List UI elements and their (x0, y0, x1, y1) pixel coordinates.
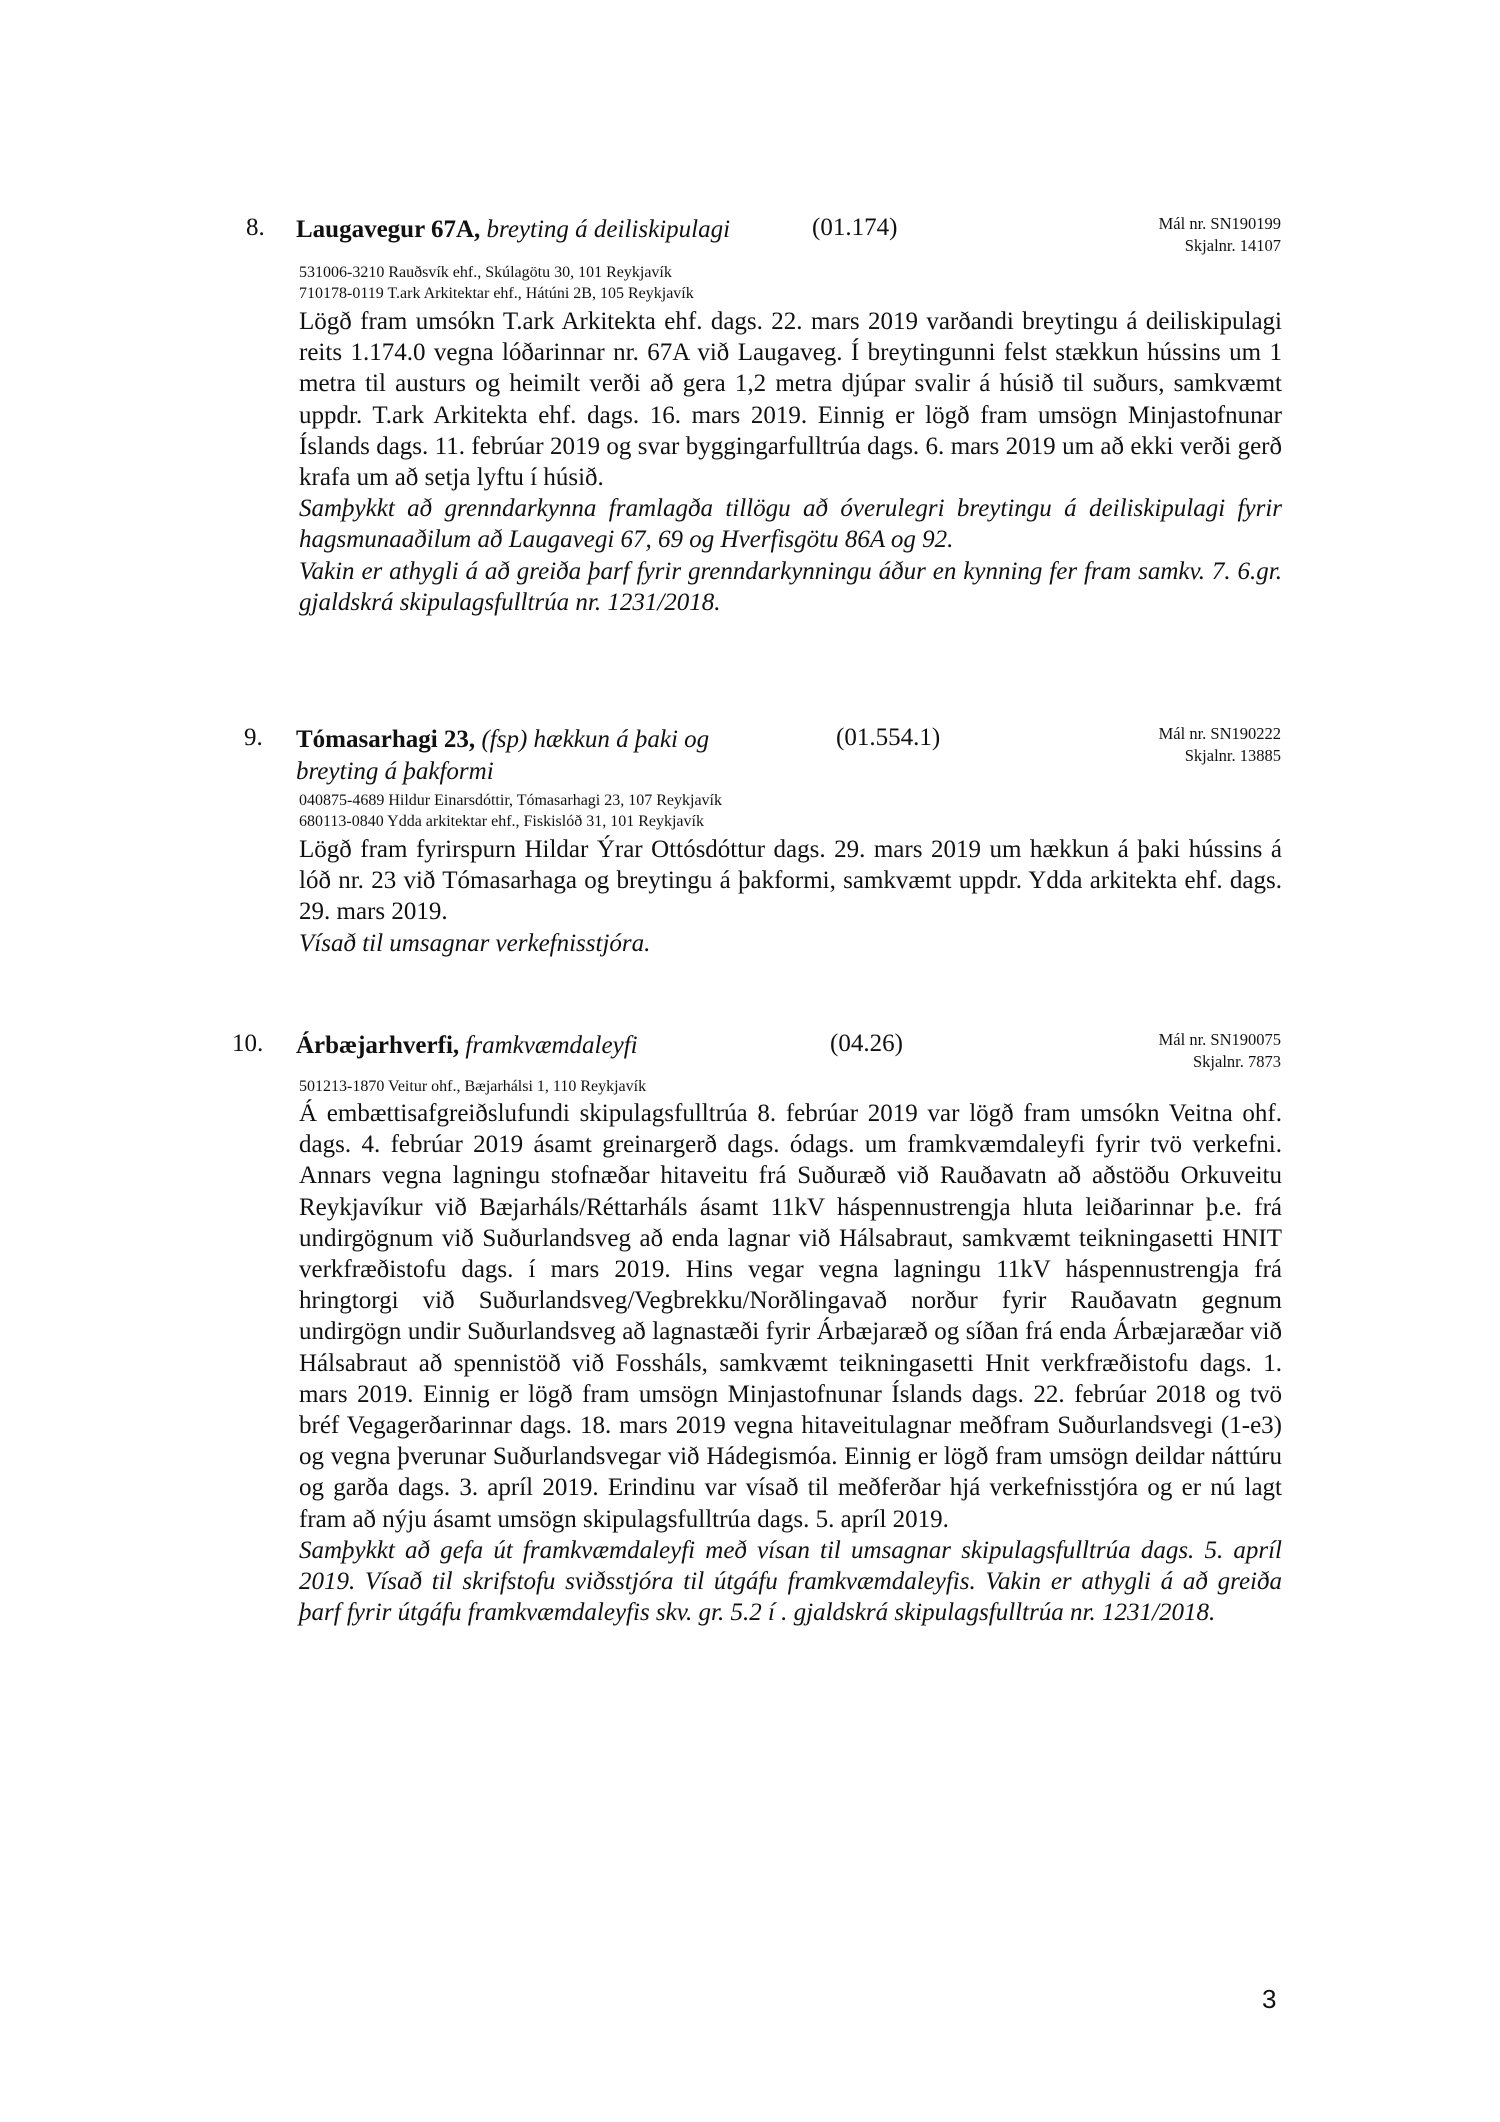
item-title (296, 1030, 638, 1062)
document-number: Skjalnr. 13885 (1184, 746, 1281, 765)
item-number: 9. (244, 724, 263, 751)
item-number: 10. (232, 1030, 264, 1057)
page-number: 3 (1262, 1984, 1277, 2014)
item-subtitle: framkvæmdaleyfi (465, 1032, 638, 1059)
item-code: (04.26) (830, 1030, 903, 1057)
decision-text: Vísað til umsagnar verkefnisstjóra. (299, 929, 651, 957)
document-number: Skjalnr. 14107 (1184, 236, 1281, 255)
party-list (299, 262, 694, 304)
case-number: Mál nr. SN190199 (1158, 214, 1281, 233)
party-list (299, 790, 722, 832)
decision-text: Samþykkt að gefa út framkvæmdaleyfi með vísan til umsagnar skipulagsfulltrúa dags. 5. apríl 2019. Vísað til skrifstofu sviðsstjóra til útgáfu framkvæmdaleyfis. Vakin er athygli á að greiða þarf fyrir útgáfu framkvæmdaleyfis skv. gr. 5.2 í . gjaldskrá skipulagsfulltrúa nr. 1231/2018. (299, 1536, 1282, 1627)
item-description (299, 834, 1282, 959)
party-list (299, 1076, 646, 1097)
party-entry: 680113-0840 Ydda arkitektar ehf., Fiskislóð 31, 101 Reykjavík (299, 813, 704, 830)
item-name: Laugavegur 67A, (296, 216, 481, 243)
item-subtitle-continued: breyting á þakformi (296, 758, 494, 785)
item-code: (01.174) (812, 214, 898, 241)
item-description (299, 306, 1282, 618)
item-subtitle: breyting á deiliskipulagi (486, 216, 731, 243)
description-text: Lögð fram umsókn T.ark Arkitekta ehf. dags. 22. mars 2019 varðandi breytingu á deiliskipulagi reits 1.174.0 vegna lóðarinnar nr. 67A við Laugaveg. Í breytingunni felst stækkun hússins um 1 metra til austurs og heimilt verði að gera 1,2 metra djúpar svalir á húsið til suðurs, samkvæmt uppdr. T.ark Arkitekta ehf. dags. 16. mars 2019. Einnig er lögð fram umsögn Minjastofnunar Íslands dags. 11. febrúar 2019 og svar byggingarfulltrúa dags. 6. mars 2019 um að ekki verði gerð krafa um að setja lyftu í húsið. (299, 308, 1282, 492)
item-name: Tómasarhagi 23, (296, 726, 476, 753)
party-entry: 531006-3210 Rauðsvík ehf., Skúlagötu 30, 101 Reykjavík (299, 264, 672, 281)
item-number: 8. (246, 214, 265, 241)
item-description (299, 1098, 1282, 1628)
description-text: Á embættisafgreiðslufundi skipulagsfulltrúa 8. febrúar 2019 var lögð fram umsókn Veitna ohf. dags. 4. febrúar 2019 ásamt greinargerð dags. ódags. um framkvæmdaleyfi fyrir tvö verkefni. Annars vegna lagningu stofnæðar hitaveitu frá Suðuræð við Rauðavatn að aðstöðu Orkuveitu Reykjavíkur við Bæjarháls/Réttarháls ásamt 11kV háspennustrengja hluta leiðarinnar þ.e. frá undirgögnum við Suðurlandsveg að enda lagnar við Hálsabraut, samkvæmt teikningasetti HNIT verkfræðistofu dags. í mars 2019. Hins vegar vegna lagningu 11kV háspennustrengja frá hringtorgi við Suðurlandsveg/Vegbrekku/Norðlingavað norður fyrir Rauðavatn gegnum undirgögn undir Suðurlandsveg að lagnastæði fyrir Árbæjaræð og síðan frá enda Árbæjaræðar við Hálsabraut að spennistöð við Fossháls, samkvæmt teikningasetti Hnit verkfræðistofu dags. 1. mars 2019. Einnig er lögð fram umsögn Minjastofnunar Íslands dags. 22. febrúar 2018 og tvö bréf Vegagerðarinnar dags. 18. mars 2019 vegna hitaveitulagnar meðfram Suðurlandsvegi (1-e3) og vegna þverunar Suðurlandsvegar við Hádegismóa. Einnig er lögð fram umsögn deildar náttúru og garða dags. 3. apríl 2019. Erindinu var vísað til meðferðar hjá verkefnisstjóra og er nú lagt fram að nýju ásamt umsögn skipulagsfulltrúa dags. 5. apríl 2019. (299, 1100, 1282, 1533)
item-code: (01.554.1) (836, 724, 941, 751)
item-title (296, 214, 730, 246)
item-subtitle: (fsp) hækkun á þaki og (481, 726, 710, 753)
item-title (296, 724, 709, 788)
case-reference (1159, 1029, 1281, 1073)
party-entry: 040875-4689 Hildur Einarsdóttir, Tómasarhagi 23, 107 Reykjavík (299, 792, 722, 809)
document-number: Skjalnr. 7873 (1192, 1052, 1281, 1071)
case-number: Mál nr. SN190222 (1158, 724, 1281, 743)
item-name: Árbæjarhverfi, (296, 1032, 460, 1059)
case-reference (1159, 213, 1281, 257)
description-text: Lögð fram fyrirspurn Hildar Ýrar Ottósdóttur dags. 29. mars 2019 um hækkun á þaki hússins á lóð nr. 23 við Tómasarhaga og breytingu á þakformi, samkvæmt uppdr. Ydda arkitekta ehf. dags. 29. mars 2019. (299, 836, 1282, 926)
case-reference (1159, 723, 1281, 767)
decision-text: Vakin er athygli á að greiða þarf fyrir grenndarkynningu áður en kynning fer fram samkv. 7. 6.gr. gjaldskrá skipulagsfulltrúa nr. 1231/2018. (299, 557, 1282, 616)
party-entry: 710178-0119 T.ark Arkitektar ehf., Hátúni 2B, 105 Reykjavík (299, 285, 694, 302)
decision-text: Samþykkt að grenndarkynna framlagða tillögu að óverulegri breytingu á deiliskipulagi fyrir hagsmunaaðilum að Laugavegi 67, 69 og Hverfisgötu 86A og 92. (299, 495, 1282, 554)
party-entry: 501213-1870 Veitur ohf., Bæjarhálsi 1, 110 Reykjavík (299, 1078, 647, 1095)
case-number: Mál nr. SN190075 (1158, 1030, 1281, 1049)
